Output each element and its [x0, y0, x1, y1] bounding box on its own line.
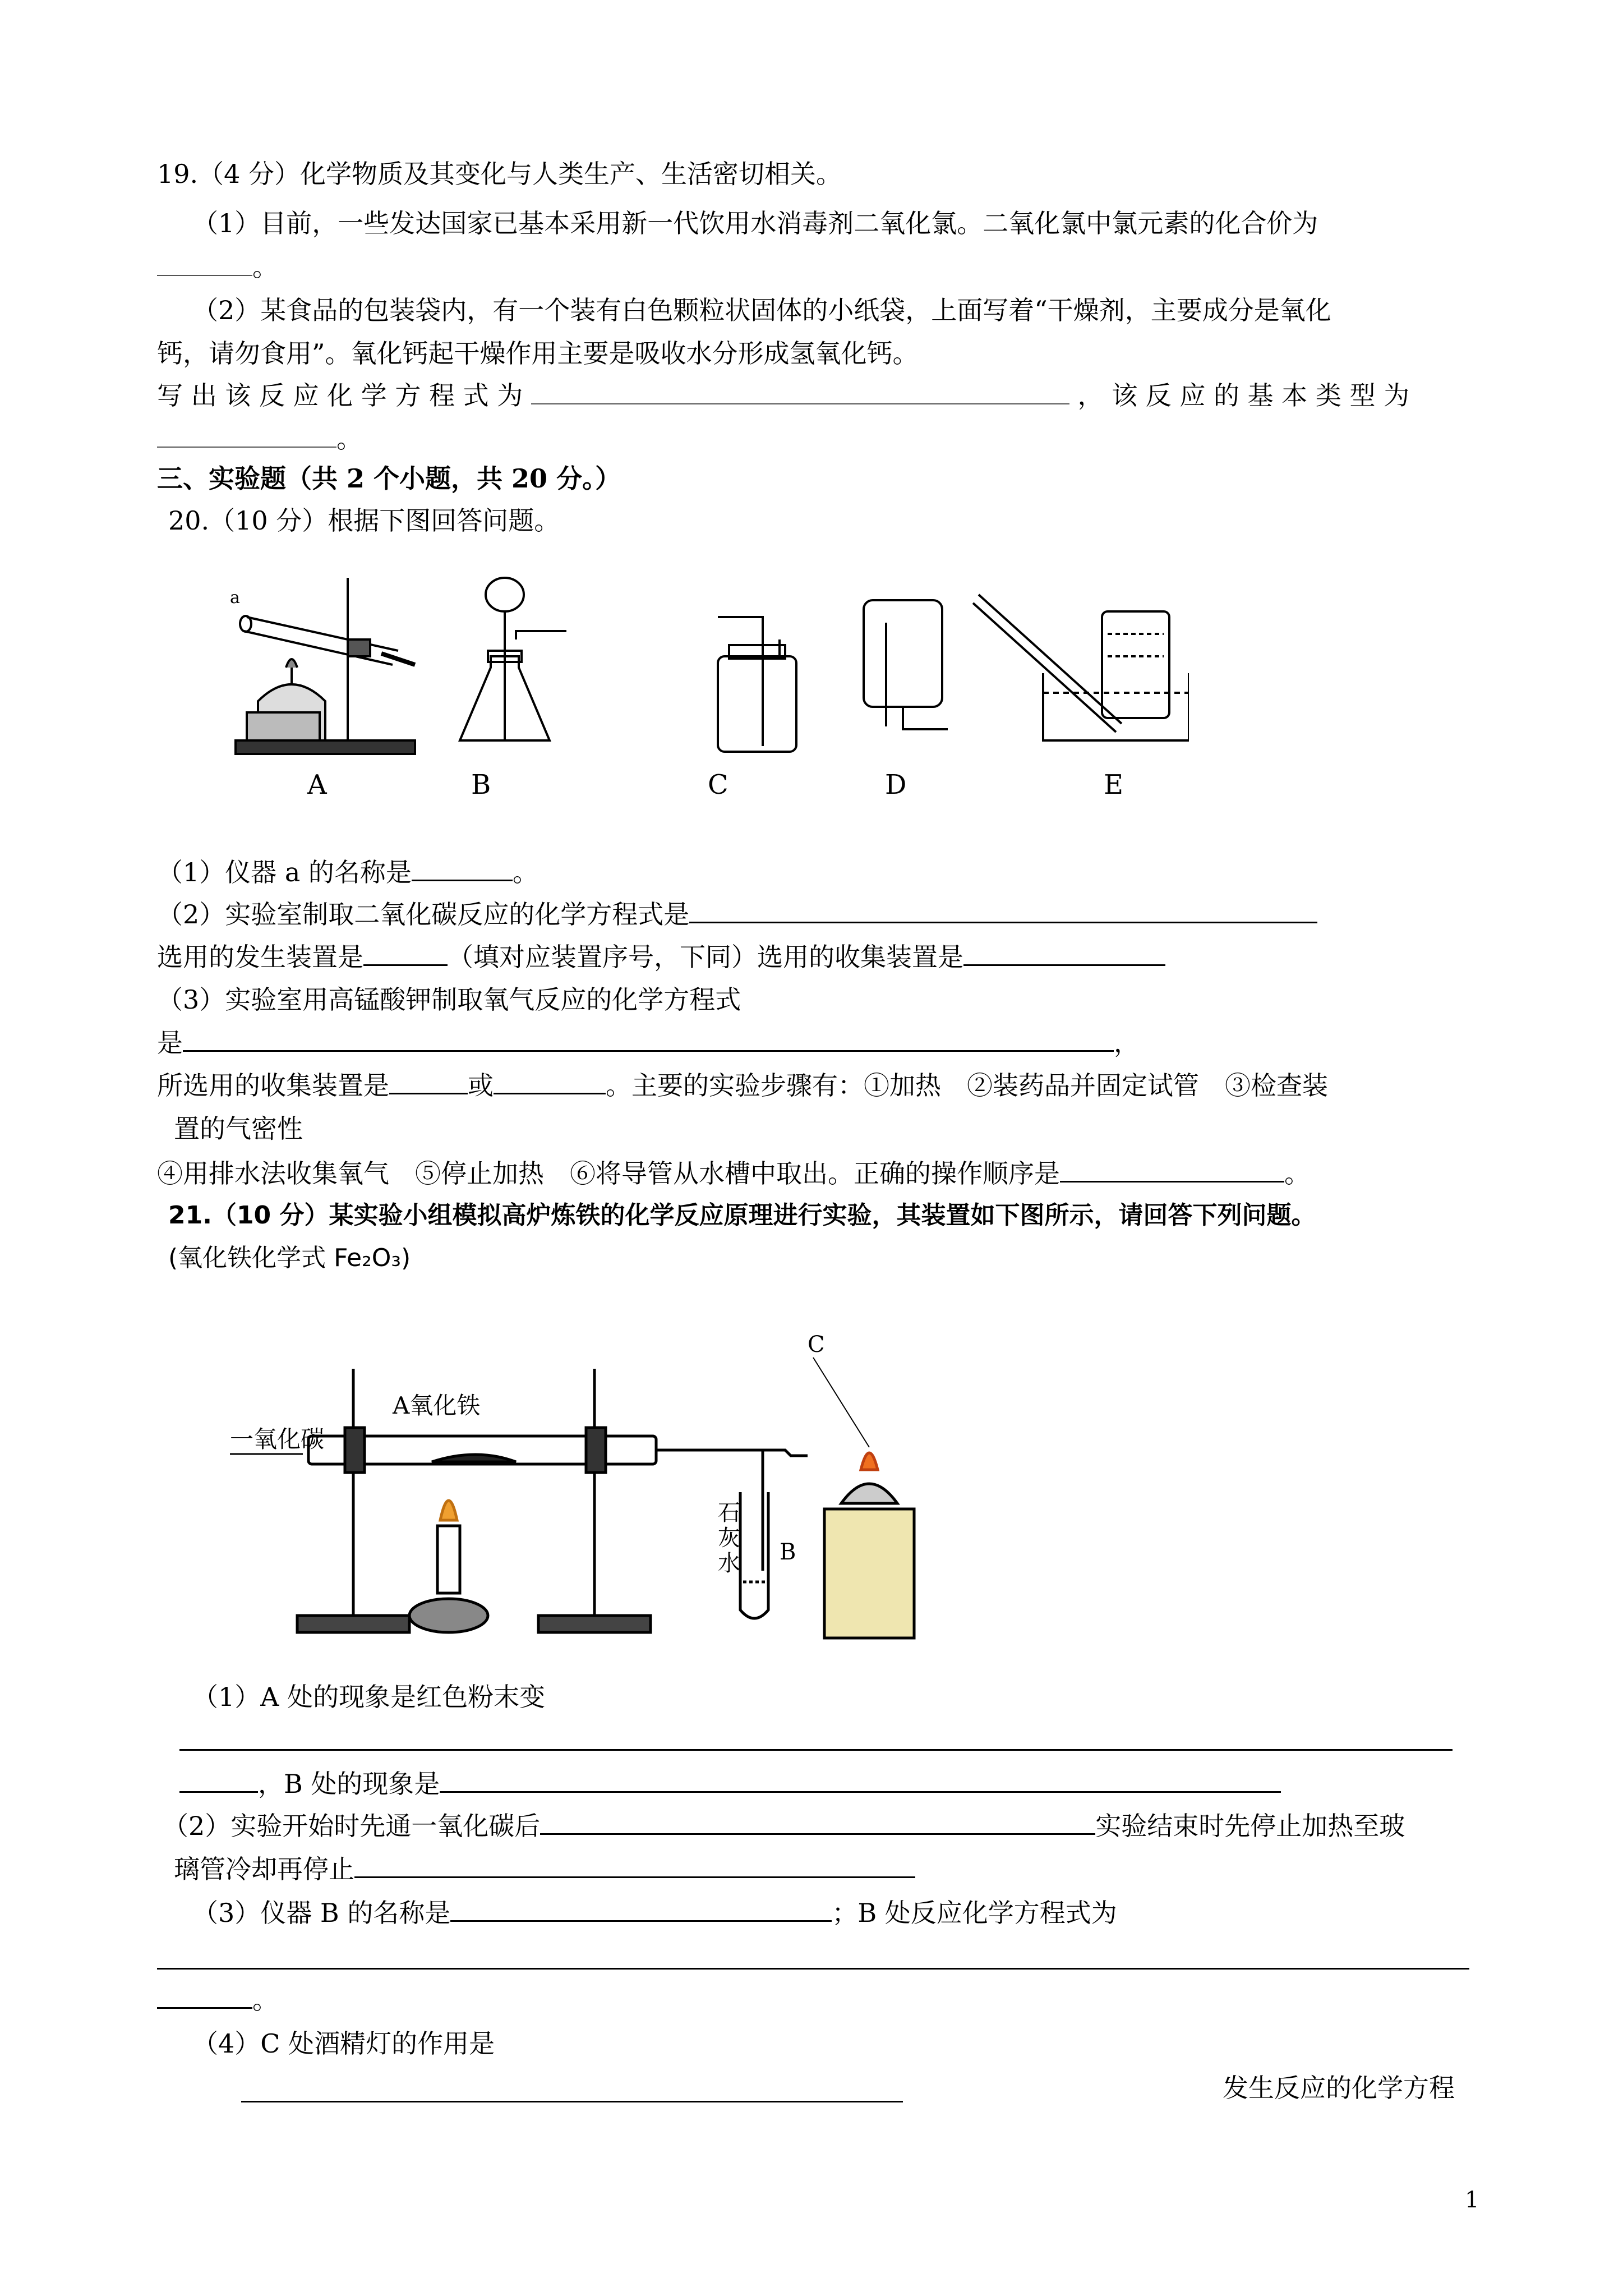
- q19-part1-answer: [157, 250, 278, 284]
- fig-c-label: C: [808, 1335, 825, 1358]
- fig-label-B: B: [471, 769, 491, 800]
- q20-part3e: [157, 1157, 1310, 1190]
- q20-part3c-head: 所选用的收集装置是: [157, 1070, 389, 1101]
- q20-o2-collector-blank2[interactable]: [494, 1070, 606, 1094]
- q20-o2-collector-blank1[interactable]: [389, 1070, 468, 1094]
- fig-b-label: B: [780, 1539, 796, 1565]
- fig-limewater-2: 灰: [718, 1525, 740, 1551]
- fig-label-C: C: [708, 769, 728, 800]
- q20-part1-blank[interactable]: [412, 857, 513, 881]
- q19-part2-line4: [157, 422, 362, 455]
- q19-part1-tail: 。: [252, 252, 278, 282]
- q20-part3b-head: 是: [157, 1028, 183, 1058]
- q21-part2-blank[interactable]: [540, 1811, 1095, 1835]
- q21-part3-head: （3）仪器 B 的名称是: [192, 1898, 451, 1928]
- q20-generator-label: 选用的发生装置是: [157, 942, 363, 972]
- q21-part1-rule[interactable]: [179, 1749, 1453, 1751]
- q20-part3: （3）实验室用高锰酸钾制取氧气反应的化学方程式: [157, 984, 741, 1015]
- fig-a-label: A氧化铁: [393, 1392, 481, 1419]
- q21-apparatus-figure: [224, 1335, 953, 1649]
- q20-part3b: [157, 1026, 1140, 1060]
- q20-collector-label: （填对应装置序号，下同）选用的收集装置是: [448, 942, 963, 972]
- apparatus-b: [460, 578, 566, 740]
- q19-part2-line2: 钙，请勿食用”。氧化钙起干燥作用主要是吸收水分形成氢氧化钙。: [157, 338, 919, 369]
- q19-part2-line1: （2）某食品的包装袋内，有一个装有白色颗粒状固体的小纸袋，上面写着“干燥剂，主要成分是氧化: [192, 295, 1331, 325]
- page-number: 1: [1465, 2187, 1479, 2213]
- q21-instrument-b-blank[interactable]: [450, 1898, 832, 1922]
- section3-heading: 三、实验题（共 2 个小题，共 20 分。）: [157, 463, 621, 494]
- q19-part1: [192, 206, 1318, 240]
- instrument-a-label: a: [230, 588, 240, 608]
- q19-type-blank[interactable]: [157, 424, 336, 448]
- q21-part1-blank[interactable]: [179, 1769, 258, 1793]
- q20-apparatus-figure: [224, 555, 1189, 802]
- q21-part1b: [179, 1767, 1281, 1801]
- q20-co2-equation-blank[interactable]: [689, 899, 1317, 923]
- q21-part4: （4）C 处酒精灯的作用是: [192, 2028, 495, 2059]
- q20-title: 20.（10 分）根据下图回答问题。: [168, 505, 560, 536]
- q21-part3c-tail: 。: [252, 1985, 278, 2015]
- q21-part1b-text: ，B 处的现象是: [258, 1769, 440, 1799]
- q20-collector-blank[interactable]: [963, 942, 1165, 966]
- q21-part3: [192, 1896, 1117, 1930]
- fig-limewater-3: 水: [718, 1550, 740, 1576]
- q21-part2-mid: 实验结束时先停止加热至玻: [1095, 1811, 1405, 1841]
- q19-title: 19.（4 分）化学物质及其变化与人类生产、生活密切相关。: [157, 159, 842, 189]
- q19-equation-blank[interactable]: [531, 381, 1069, 404]
- fig-label-A: A: [307, 769, 327, 800]
- q19-type-label: ， 该 反 应 的 基 本 类 型 为: [1077, 380, 1410, 411]
- q20-part2b: [157, 940, 1165, 974]
- q21-part3-rule[interactable]: [157, 1968, 1469, 1970]
- q21-part3c: [157, 1983, 278, 2017]
- q20-part3c-tail: 。主要的实验步骤有：①加热 ②装药品并固定试管 ③检查装: [606, 1070, 1328, 1101]
- apparatus-e: [973, 595, 1189, 740]
- q20-generator-blank[interactable]: [363, 942, 448, 966]
- q20-part3e-tail: 。: [1284, 1158, 1310, 1189]
- q21-part2b-head: 璃管冷却再停止: [174, 1854, 354, 1884]
- q21-part2b: [174, 1852, 915, 1886]
- q20-part1: [157, 855, 538, 889]
- q19-equation-label: 写 出 该 反 应 化 学 方 程 式 为: [157, 380, 523, 411]
- q20-part1-tail: 。: [512, 857, 538, 887]
- q20-part2-text: （2）实验室制取二氧化碳反应的化学方程式是: [157, 899, 690, 930]
- q21-part4b-tail: 发生反应的化学方程: [1223, 2073, 1455, 2103]
- fig-co-label: 一氧化碳: [230, 1425, 325, 1453]
- q21-part2: [163, 1809, 1405, 1843]
- q20-part2: [157, 898, 1317, 931]
- q21-part3c-blank[interactable]: [157, 1985, 252, 2009]
- q21-part2-head: （2）实验开始时先通一氧化碳后: [163, 1811, 541, 1841]
- q20-o2-equation-blank[interactable]: [183, 1028, 1114, 1052]
- q20-part3e-head: ④用排水法收集氧气 ⑤停止加热 ⑥将导管从水槽中取出。正确的操作顺序是: [157, 1158, 1060, 1189]
- q20-part1-text: （1）仪器 a 的名称是: [157, 857, 412, 887]
- q21-part3-mid: ；B 处反应化学方程式为: [832, 1898, 1117, 1928]
- apparatus-c: [718, 617, 796, 752]
- fig-label-D: D: [885, 769, 907, 800]
- q20-part3b-tail: ，: [1114, 1028, 1140, 1058]
- q20-part3d: 置的气密性: [174, 1114, 303, 1144]
- q20-part3c: [157, 1069, 1328, 1102]
- fig-label-E: E: [1104, 769, 1124, 800]
- q21-part1: （1）A 处的现象是红色粉末变: [192, 1682, 546, 1712]
- apparatus-a: [236, 578, 415, 754]
- q19-part1-blank[interactable]: [157, 252, 252, 276]
- q21-title: 21.（10 分）某实验小组模拟高炉炼铁的化学反应原理进行实验，其装置如下图所示，请回答下列问题。: [168, 1201, 1316, 1230]
- q20-part3c-or: 或: [468, 1070, 494, 1101]
- apparatus-d: [864, 600, 948, 729]
- q19-part1-text: （1）目前，一些发达国家已基本采用新一代饮用水消毒剂二氧化氯。二氧化氯中氯元素的化合价为: [192, 208, 1318, 238]
- q19-type-tail: 。: [336, 424, 362, 454]
- q21-part4-rule[interactable]: [241, 2101, 903, 2102]
- q20-order-blank[interactable]: [1060, 1158, 1284, 1182]
- q19-part2-line3: [157, 379, 1409, 412]
- q21-b-phenomenon-blank[interactable]: [440, 1769, 1281, 1793]
- q21-part2b-blank[interactable]: [354, 1854, 915, 1878]
- fig-limewater-1: 石: [718, 1500, 740, 1526]
- q21-formula: (氧化铁化学式 Fe₂O₃): [168, 1244, 411, 1272]
